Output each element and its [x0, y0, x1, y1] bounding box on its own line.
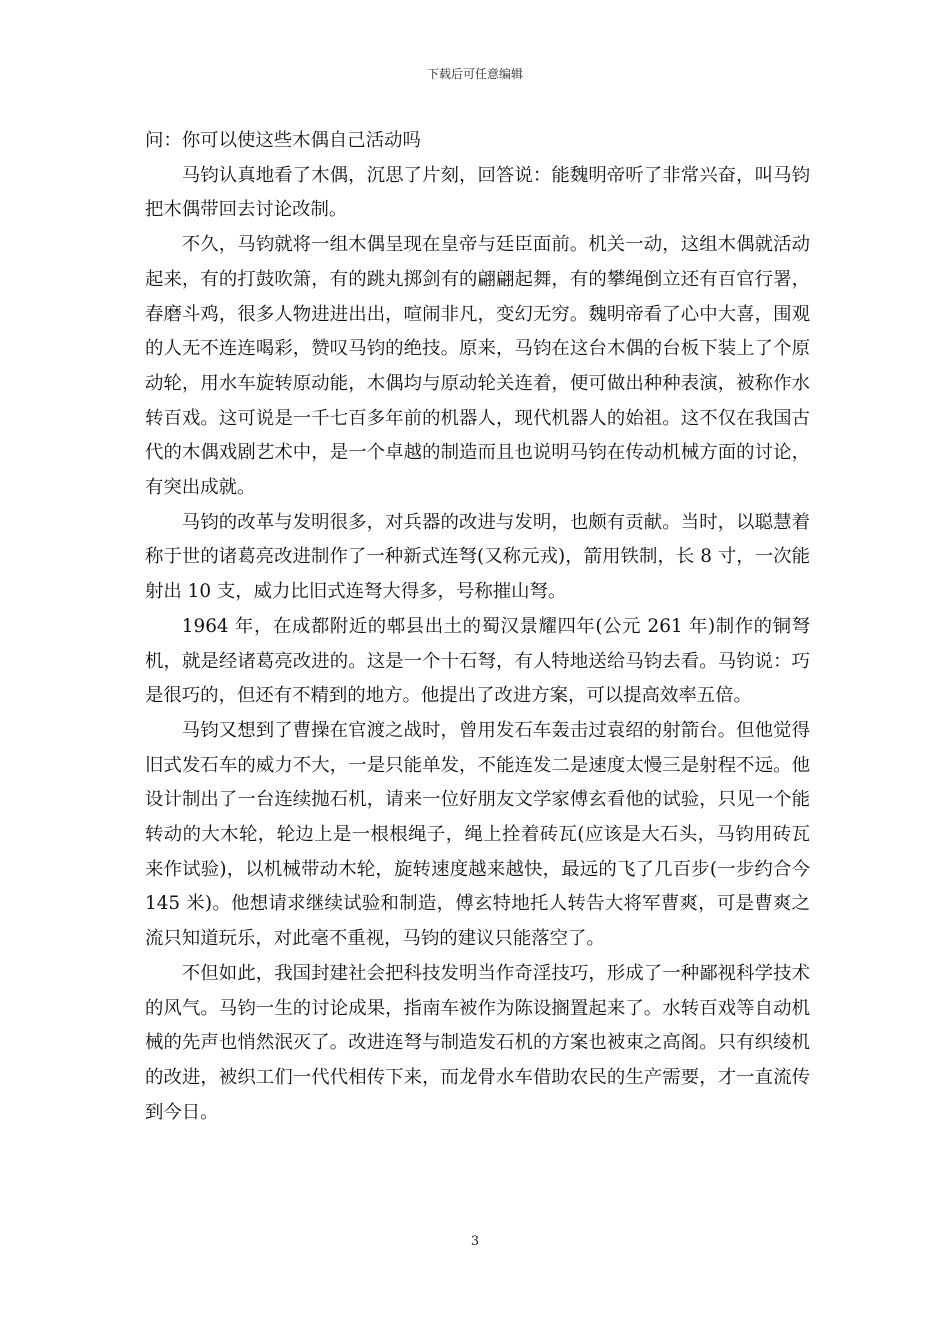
paragraph: 马钧又想到了曹操在官渡之战时，曾用发石车轰击过袁绍的射箭台。但他觉得旧式发石车的威力不大，一是只能单发，不能连发二是速度太慢三是射程不远。他设计制出了一台连续抛石机，请来一位好朋友文学家傅玄看他的试验，只见一个能转动的大木轮，轮边上是一根根绳子，绳上拴着砖瓦(应该是大石头，马钧用砖瓦来作试验)，以机械带动木轮，旋转速度越来越快，最远的飞了几百步(一步约合今 145 米)。他想请求继续试验和制造，傅玄特地托人转告大将军曹爽，可是曹爽之流只知道玩乐，对此毫不重视，马钧的建议只能落空了。: [145, 719, 810, 950]
body-text: [145, 124, 810, 1130]
paragraph-question: 问：你可以使这些木偶自己活动吗: [145, 130, 421, 151]
paragraph: 不但如此，我国封建社会把科技发明当作奇淫技巧，形成了一种鄙视科学技术的风气。马钧一生的讨论成果，指南车被作为陈设搁置起来了。水转百戏等自动机械的先声也悄然泯灭了。改进连弩与制造发石机的方案也被束之高阁。只有织绫机的改进，被织工们一代代相传下来，而龙骨水车借助农民的生产需要，才一直流传到今日。: [145, 962, 810, 1123]
paragraph: 马钧认真地看了木偶，沉思了片刻，回答说：能魏明帝听了非常兴奋，叫马钧把木偶带回去讨论改制。: [145, 164, 810, 221]
paragraph: 1964 年，在成都附近的郫县出土的蜀汉景耀四年(公元 261 年)制作的铜弩机，就是经诸葛亮改进的。这是一个十石弩，有人特地送给马钧去看。马钧说：巧是很巧的，但还有不精到的地方。他提出了改进方案，可以提高效率五倍。: [145, 615, 810, 707]
paragraph: 不久，马钧就将一组木偶呈现在皇帝与廷臣面前。机关一动，这组木偶就活动起来，有的打鼓吹箫，有的跳丸掷剑有的翩翩起舞，有的攀绳倒立还有百官行署，春磨斗鸡，很多人物进进出出，喧闹非凡，变幻无穷。魏明帝看了心中大喜，围观的人无不连连喝彩，赞叹马钧的绝技。原来，马钧在这台木偶的台板下装上了个原动轮，用水车旋转原动能，木偶均与原动轮关连着，便可做出种种表演，被称作水转百戏。这可说是一千七百多年前的机器人，现代机器人的始祖。这不仅在我国古代的木偶戏剧艺术中，是一个卓越的制造而且也说明马钧在传动机械方面的讨论，有突出成就。: [145, 234, 810, 499]
page-header: 下载后可任意编辑: [426, 67, 523, 81]
page-number: 3: [470, 1234, 480, 1249]
paragraph: 马钧的改革与发明很多，对兵器的改进与发明，也颇有贡献。当时，以聪慧着称于世的诸葛亮改进制作了一种新式连弩(又称元戎)，箭用铁制，长 8 寸，一次能射出 10 支，威力比旧式连弩大得多，号称摧山弩。: [145, 511, 810, 603]
